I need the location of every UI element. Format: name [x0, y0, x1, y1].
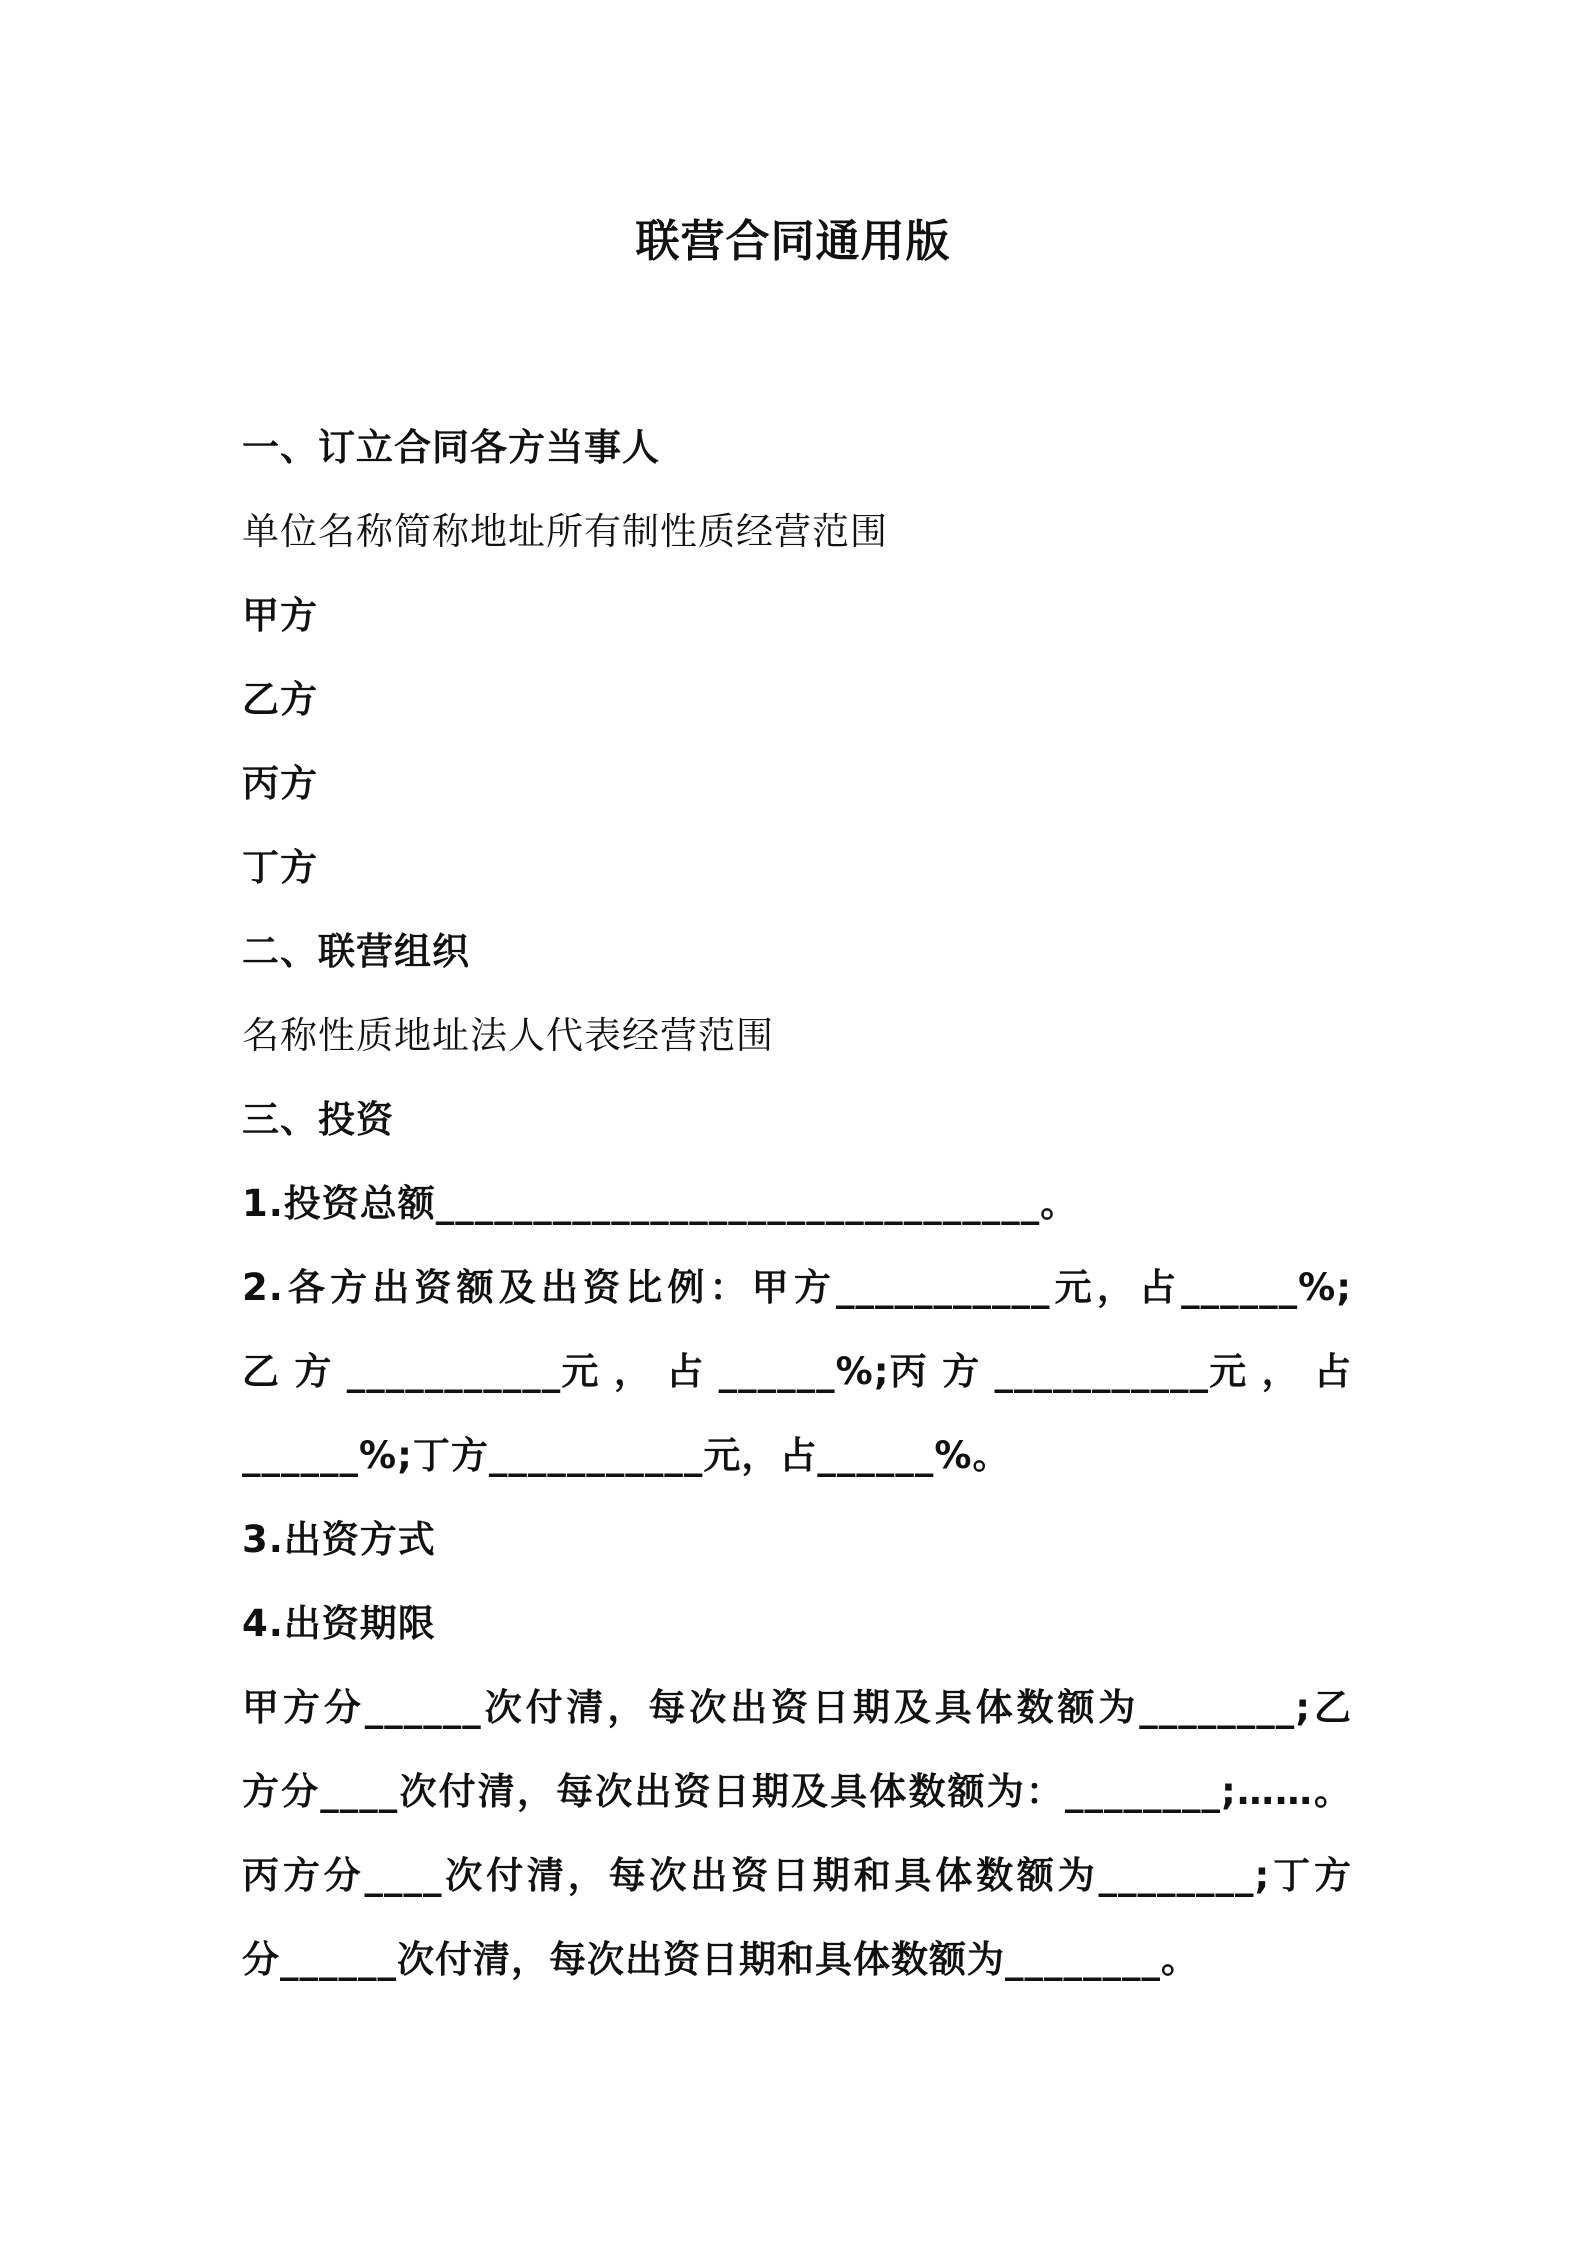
organization-columns-text: 名称性质地址法人代表经营范围 — [242, 1014, 774, 1057]
investment-total-clause: 1.投资总额_______________________________。 — [242, 1182, 1079, 1225]
contribution-ratio-line-1: 2.各方出资额及出资比例：甲方___________元，占______%; — [242, 1266, 1352, 1309]
payment-schedule-line-3: 丙方分____次付清，每次出资日期和具体数额为________;丁方 — [242, 1854, 1352, 1897]
section-heading-parties: 一、订立合同各方当事人 — [242, 426, 660, 469]
section-heading-investment: 三、投资 — [242, 1098, 394, 1141]
payment-schedule-line-4: 分______次付清，每次出资日期和具体数额为________。 — [242, 1938, 1199, 1981]
document-body — [242, 406, 1352, 2002]
contribution-ratio-line-3: ______%;丁方___________元，占______%。 — [242, 1434, 1011, 1477]
party-b-label: 乙方 — [242, 678, 318, 721]
party-a-label: 甲方 — [242, 594, 318, 637]
party-c-label: 丙方 — [242, 762, 318, 805]
contribution-ratio-line-2: 乙 方 ___________元 ， 占 ______%;丙 方 ___________元 ， 占 — [242, 1350, 1352, 1393]
document-title: 联营合同通用版 — [635, 216, 951, 267]
contribution-method-heading: 3.出资方式 — [242, 1518, 436, 1561]
section-heading-organization: 二、联营组织 — [242, 930, 470, 973]
parties-columns-text: 单位名称简称地址所有制性质经营范围 — [242, 510, 888, 553]
contribution-term-heading: 4.出资期限 — [242, 1602, 436, 1645]
payment-schedule-line-2: 方分____次付清，每次出资日期及具体数额为：________;……。 — [242, 1770, 1352, 1813]
party-d-label: 丁方 — [242, 846, 318, 889]
payment-schedule-line-1: 甲方分______次付清，每次出资日期及具体数额为________;乙 — [242, 1686, 1352, 1729]
